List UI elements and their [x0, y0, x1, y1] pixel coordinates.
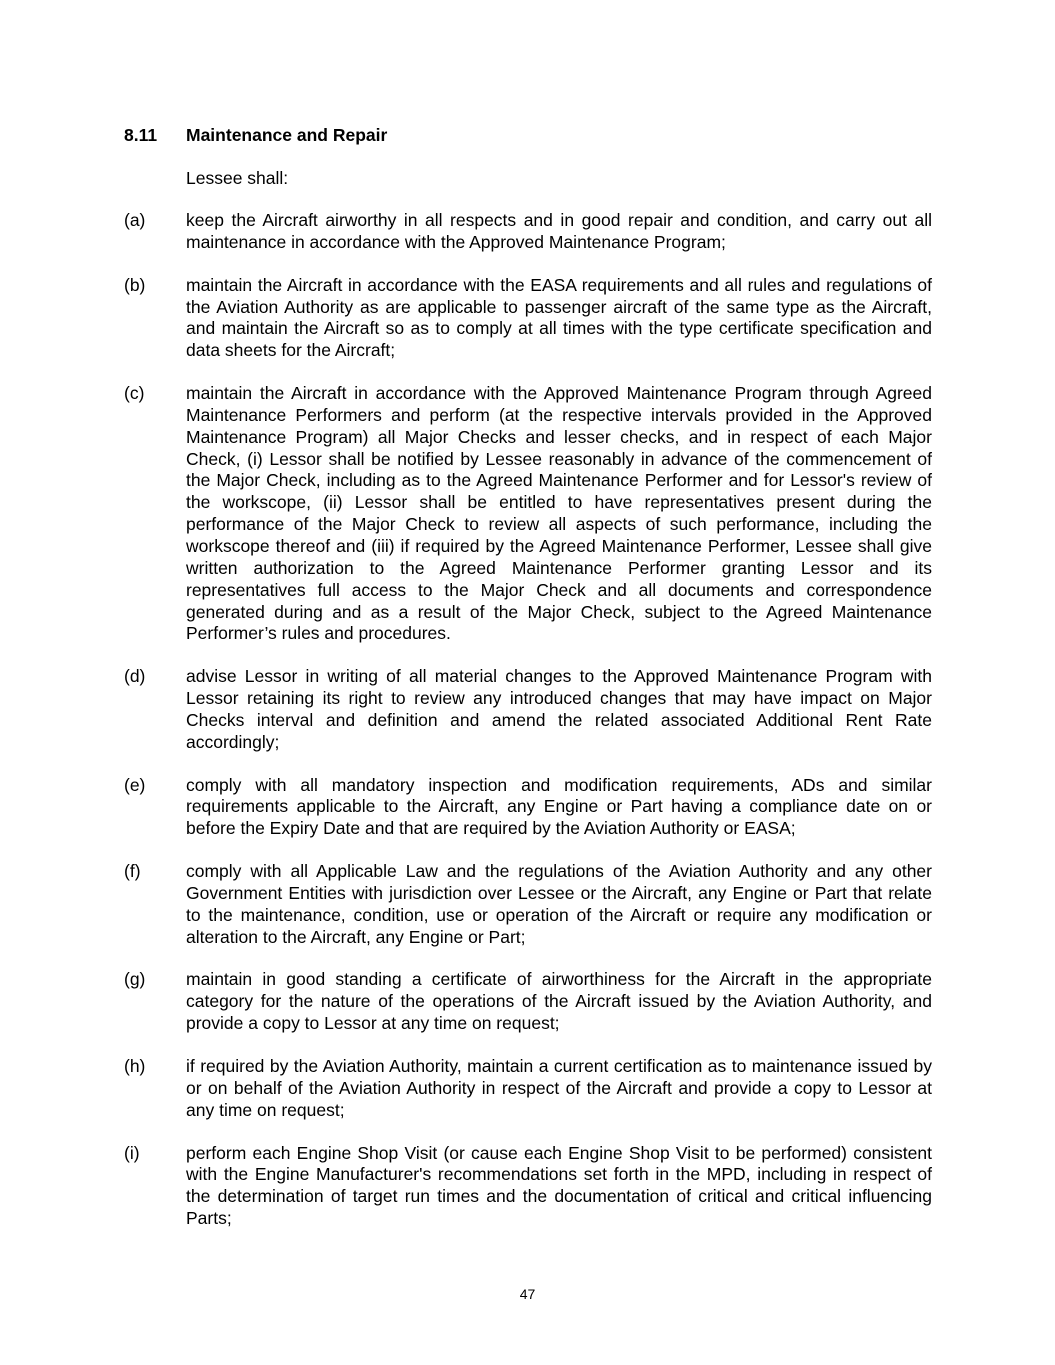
clause-text: advise Lessor in writing of all material changes to the Approved Maintenance Program with Lessor retaining its right to review any introduced changes that may have impact on Major Checks interval and definition and amend the related associated Additional Rent Rate accordingly; — [186, 666, 932, 752]
clause-h — [124, 1056, 932, 1122]
clause-text: comply with all Applicable Law and the regulations of the Aviation Authority and any other Government Entities with jurisdiction over Lessee or the Aircraft, any Engine or Part that relate to the maintenance, condition, use or operation of the Aircraft or require any modification or alteration to the Aircraft, any Engine or Part; — [186, 861, 932, 947]
clause-label: (b) — [124, 274, 146, 295]
clause-g — [124, 969, 932, 1035]
clause-text: maintain in good standing a certificate of airworthiness for the Aircraft in the appropriate category for the nature of the operations of the Aircraft issued by the Aviation Authority, and provide a copy to Lessor at any time on request; — [186, 969, 932, 1034]
clause-text: maintain the Aircraft in accordance with the EASA requirements and all rules and regulations of the Aviation Authority as are applicable to passenger aircraft of the same type as the Aircraft, and maintain the Aircraft so as to comply at all times with the type certificate specification and data sheets for the Aircraft; — [186, 274, 932, 361]
clause-a — [124, 210, 932, 254]
section-heading — [124, 124, 387, 146]
clause-b — [124, 275, 932, 362]
section-number: 8.11 — [124, 125, 158, 145]
clause-d — [124, 666, 932, 753]
clause-label: (i) — [124, 1142, 140, 1163]
clause-label: (h) — [124, 1056, 146, 1076]
clause-label: (c) — [124, 383, 145, 404]
page-number: 47 — [519, 1286, 536, 1302]
clause-label: (e) — [124, 774, 146, 795]
clause-label: (a) — [124, 210, 146, 230]
section-title: Maintenance and Repair — [186, 125, 388, 145]
clause-c — [124, 383, 932, 645]
clause-text: maintain the Aircraft in accordance with the Approved Maintenance Program through Agreed Maintenance Performers and perform (at the respective intervals provided in the Approved Maintenance Program) all Major Checks and lesser checks, and in respect of each Major Check, (i) Lessor shall be notified by Lessee reasonably in advance of the commencement of the Major Check, including as to the Agreed Maintenance Performer and for Lessor's review of the workscope, (ii) Lessor shall be entitled to have representatives present during the performance of the Major Check to review all aspects of such performance, including the workscope thereof and (iii) if required by the Agreed Maintenance Performer, Lessee shall give written authorization to the Agreed Maintenance Performer granting Lessor and its representatives full access to the Major Check and all documents and correspondence generated during and as a result of the Major Check, subject to the Agreed Maintenance Performer’s rules and procedures. — [186, 383, 932, 644]
clause-e — [124, 775, 932, 841]
clause-label: (d) — [124, 666, 146, 687]
clause-list — [124, 210, 932, 1251]
clause-text: if required by the Aviation Authority, maintain a current certification as to maintenance issued by or on behalf of the Aviation Authority in respect of the Aircraft and provide a copy to Lessor at any time on request; — [186, 1056, 932, 1120]
clause-f — [124, 861, 932, 948]
clause-text: comply with all mandatory inspection and modification requirements, ADs and similar requirements applicable to the Aircraft, any Engine or Part having a compliance date on or before the Expiry Date and that are required by the Aviation Authority or EASA; — [186, 774, 932, 839]
clause-i — [124, 1143, 932, 1230]
section-intro: Lessee shall: — [186, 168, 289, 188]
clause-label: (f) — [124, 861, 141, 882]
clause-text: perform each Engine Shop Visit (or cause each Engine Shop Visit to be performed) consistent with the Engine Manufacturer's recommendations set forth in the MPD, including in respect of the determination of target run times and the documentation of critical and critical influencing Parts; — [186, 1142, 932, 1229]
clause-label: (g) — [124, 969, 146, 990]
clause-text: keep the Aircraft airworthy in all respects and in good repair and condition, and carry out all maintenance in accordance with the Approved Maintenance Program; — [186, 210, 932, 252]
